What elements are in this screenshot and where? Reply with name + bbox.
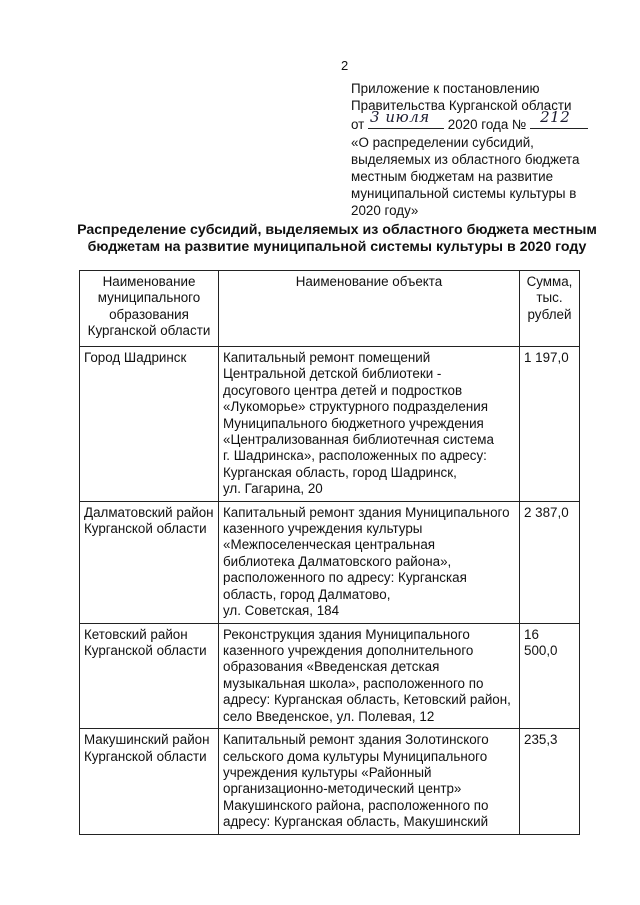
object-line: Капитальный ремонт помещений <box>223 350 431 365</box>
object-line: организационно-методический центр» <box>223 781 462 797</box>
object-line: казенного учреждения дополнительного <box>223 643 474 659</box>
number-handwritten-field <box>530 108 588 129</box>
appendix-line: 2020 году» <box>351 203 419 219</box>
object-line: ул. Советская, 184 <box>223 603 340 619</box>
object-line: Реконструкция здания Муниципального <box>223 626 470 642</box>
municipality-name: Далматовский район <box>84 504 214 520</box>
header-sum-line: тыс. <box>536 290 563 306</box>
appendix-line: Правительства Курганской области <box>351 98 572 114</box>
appendix-date-line <box>351 108 611 133</box>
municipality-name: Макушинский район <box>84 732 210 748</box>
table-row <box>80 347 580 502</box>
appendix-line: Приложение к постановлению <box>351 81 540 96</box>
object-line: казенного учреждения культуры <box>223 521 423 537</box>
date-handwritten-field <box>368 108 444 129</box>
appendix-line: выделяемых из областного бюджета <box>351 151 580 167</box>
header-sum-line: Сумма, <box>526 274 573 289</box>
municipality-name: Курганской области <box>84 521 207 537</box>
document-title <box>70 222 604 256</box>
object-line: Муниципального бюджетного учреждения <box>223 415 484 431</box>
sum-cell: 1 197,0 <box>520 347 580 502</box>
object-line: расположенного по адресу: Курганская <box>223 570 467 586</box>
header-municipality-line: муниципального <box>97 290 201 306</box>
appendix-line: местным бюджетам на развитие <box>351 169 554 185</box>
object-line: ул. Гагарина, 20 <box>223 481 323 497</box>
object-line: область, город Далматово, <box>223 586 391 602</box>
sum-cell: 16 500,0 <box>520 623 580 728</box>
object-cell <box>219 729 520 834</box>
object-line: Капитальный ремонт здания Золотинского <box>223 732 489 748</box>
object-cell <box>219 347 520 502</box>
header-municipality-line: Курганской области <box>87 323 211 339</box>
municipality-name: Город Шадринск <box>84 350 187 365</box>
object-line: сельского дома культуры Муниципального <box>223 748 488 764</box>
sum-cell: 235,3 <box>520 729 580 834</box>
object-line: Курганская область, город Шадринск, <box>223 464 457 480</box>
object-line: музыкальная школа», расположенного по <box>223 675 484 691</box>
object-cell <box>219 501 520 623</box>
municipality-cell <box>80 347 219 502</box>
object-line: «Централизованная библиотечная система <box>223 432 494 448</box>
table-row <box>80 501 580 623</box>
object-line: село Введенское, ул. Полевая, 12 <box>223 708 435 724</box>
table-row <box>80 623 580 728</box>
municipality-cell <box>80 623 219 728</box>
municipality-cell <box>80 729 219 834</box>
object-line: адресу: Курганская область, Кетовский район, <box>223 692 511 708</box>
object-line: «Лукоморье» структурного подразделения <box>223 399 488 415</box>
table-row <box>80 729 580 834</box>
date-handwritten: 3 июля <box>370 108 430 127</box>
object-line: библиотека Далматовского района», <box>223 553 452 569</box>
header-object: Наименование объекта <box>219 271 520 347</box>
appendix-header <box>351 80 611 220</box>
object-line: г. Шадринска», расположенных по адресу: <box>223 448 487 464</box>
object-line: Капитальный ремонт здания Муниципального <box>223 504 510 520</box>
page-number: 2 <box>341 58 349 73</box>
municipality-name: Кетовский район <box>84 626 188 642</box>
header-sum <box>520 271 580 347</box>
header-sum-line: рублей <box>527 306 572 322</box>
date-prefix: от <box>351 117 365 133</box>
appendix-line: муниципальной системы культуры в <box>351 186 577 202</box>
sum-cell: 2 387,0 <box>520 501 580 623</box>
date-year: 2020 года № <box>447 117 527 133</box>
municipality-name: Курганской области <box>84 748 207 764</box>
object-line: учреждения культуры «Районный <box>223 764 432 780</box>
municipality-cell <box>80 501 219 623</box>
municipality-name: Курганской области <box>84 643 207 659</box>
object-line: «Межпоселенческая центральная <box>223 537 436 553</box>
object-line: Макушинского района, расположенного по <box>223 797 489 813</box>
number-handwritten: 212 <box>540 108 571 127</box>
distribution-table <box>79 270 580 835</box>
object-cell <box>219 623 520 728</box>
object-line: досугового центра детей и подростков <box>223 382 463 398</box>
title-line: Распределение субсидий, выделяемых из областного бюджета местным <box>77 222 597 238</box>
object-line: образования «Введенская детская <box>223 659 440 675</box>
appendix-line: «О распределении субсидий, <box>351 134 534 150</box>
table-header-row <box>80 271 580 347</box>
header-municipality-line: Наименование <box>102 274 196 289</box>
object-line: адресу: Курганская область, Макушинский <box>223 814 489 830</box>
title-line: бюджетам на развитие муниципальной системы культуры в 2020 году <box>87 239 587 255</box>
header-municipality <box>80 271 219 347</box>
header-municipality-line: образования <box>109 306 189 322</box>
object-line: Центральной детской библиотеки - <box>223 366 442 382</box>
